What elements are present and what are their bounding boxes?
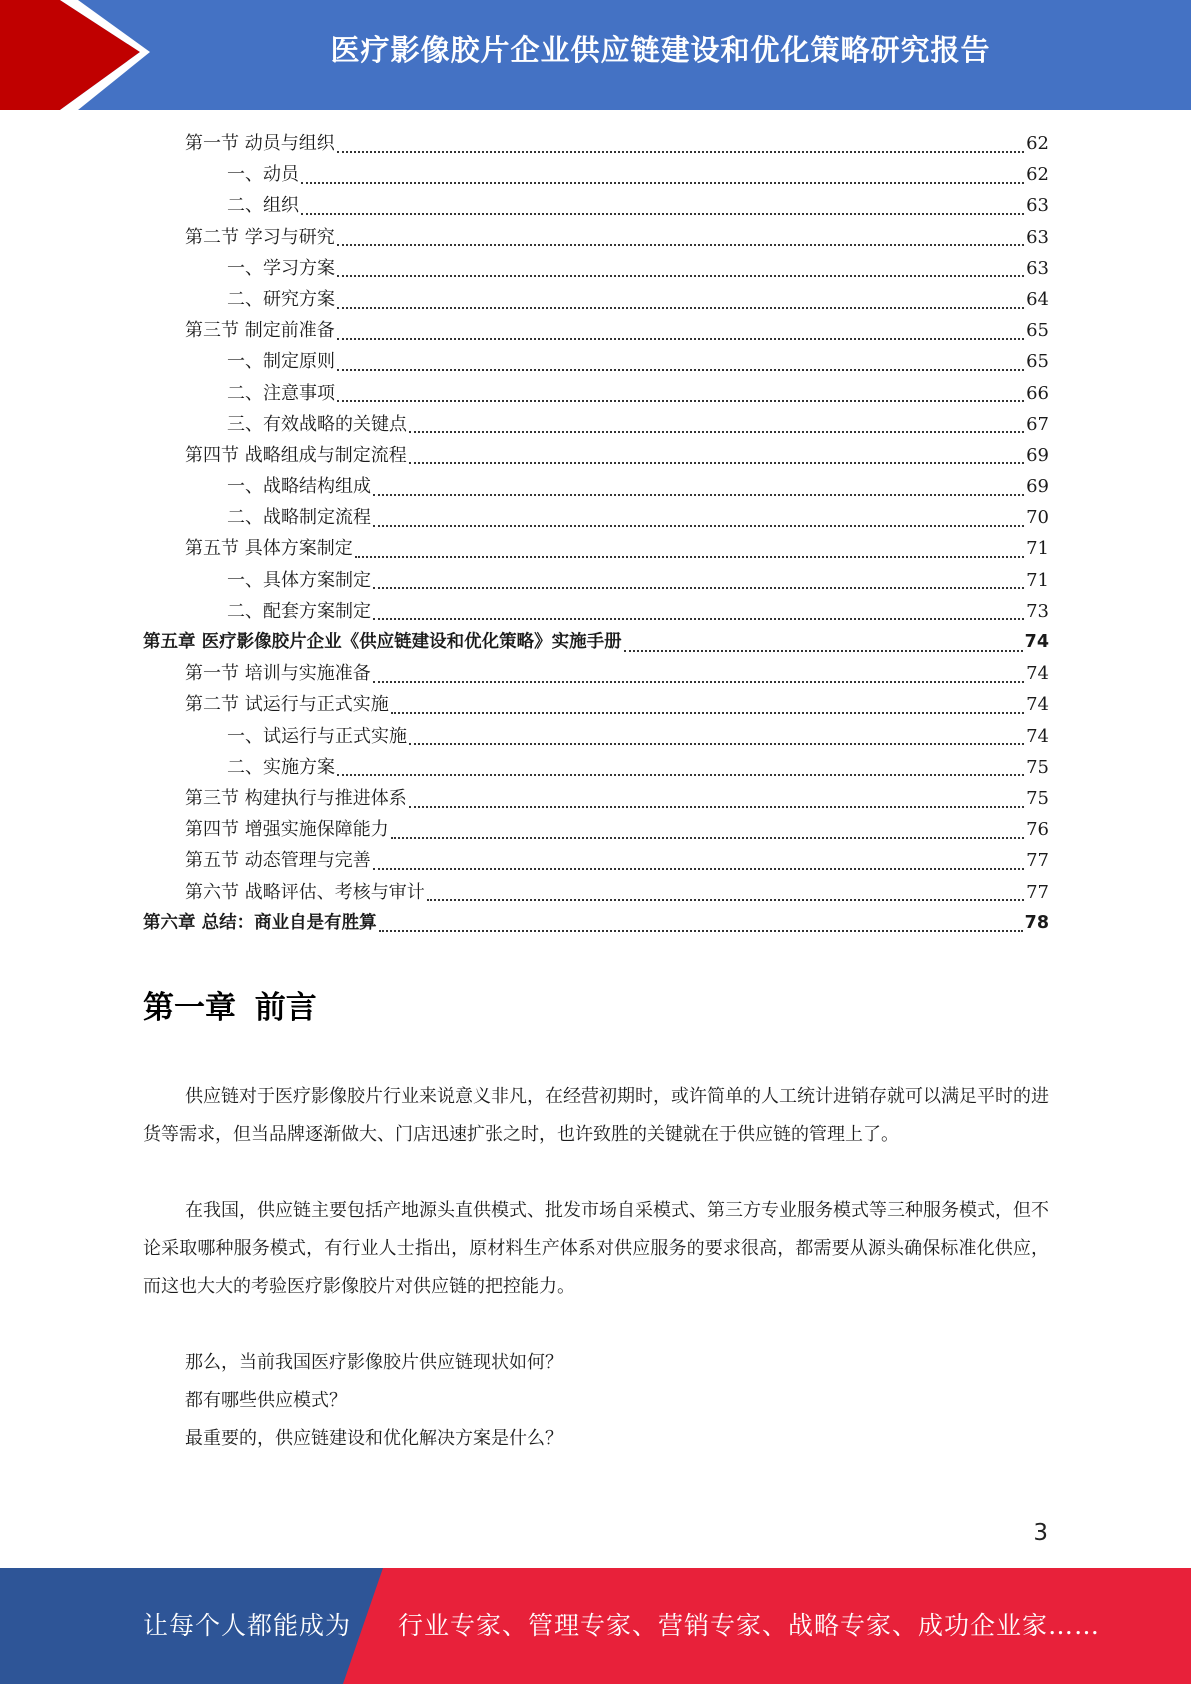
toc-entry-page: 62 xyxy=(1026,164,1049,186)
footer-slogan-left: 让每个人都能成为 xyxy=(143,1611,352,1640)
toc-entry[interactable] xyxy=(143,533,1049,564)
toc-entry[interactable] xyxy=(143,689,1049,720)
toc-entry-label: 第三节 制定前准备 xyxy=(185,320,335,342)
toc-entry[interactable] xyxy=(143,222,1049,253)
toc-entry-label: 第四节 增强实施保障能力 xyxy=(185,819,389,841)
paragraph: 供应链对于医疗影像胶片行业来说意义非凡，在经营初期时，或许简单的人工统计进销存就可以满足平时的进货等需求，但当品牌逐渐做大、门店迅速扩张之时，也许致胜的关键就在于供应链的管理上了。 xyxy=(143,1086,1049,1145)
toc-leader-dots xyxy=(337,151,1024,153)
toc-entry[interactable] xyxy=(143,877,1049,908)
toc-leader-dots xyxy=(624,650,1023,652)
toc-entry[interactable] xyxy=(143,128,1049,159)
toc-entry-label: 一、学习方案 xyxy=(227,257,335,279)
toc-entry[interactable] xyxy=(143,284,1049,315)
toc-entry-page: 78 xyxy=(1024,912,1049,933)
toc-leader-dots xyxy=(427,899,1024,901)
toc-leader-dots xyxy=(337,774,1024,776)
toc-leader-dots xyxy=(379,930,1023,932)
toc-leader-dots xyxy=(373,618,1024,620)
toc-entry[interactable] xyxy=(143,752,1049,783)
toc-entry[interactable] xyxy=(143,409,1049,440)
toc-entry-page: 74 xyxy=(1026,725,1049,747)
toc-leader-dots xyxy=(409,743,1024,745)
toc-leader-dots xyxy=(301,182,1024,184)
toc-entry-page: 75 xyxy=(1026,787,1049,809)
toc-entry-label: 二、战略制定流程 xyxy=(227,507,371,529)
toc-leader-dots xyxy=(409,806,1024,808)
toc-leader-dots xyxy=(373,868,1024,870)
toc-entry-label: 一、试运行与正式实施 xyxy=(227,725,407,747)
toc-entry-label: 一、具体方案制定 xyxy=(227,569,371,591)
toc-entry-label: 二、注意事项 xyxy=(227,382,335,404)
toc-entry-page: 63 xyxy=(1026,226,1049,248)
toc-leader-dots xyxy=(391,837,1024,839)
toc-entry-page: 69 xyxy=(1026,444,1049,466)
toc-entry-label: 第四节 战略组成与制定流程 xyxy=(185,444,407,466)
toc-entry-page: 63 xyxy=(1026,195,1049,217)
toc-leader-dots xyxy=(301,213,1024,215)
toc-leader-dots xyxy=(337,307,1024,309)
toc-entry-page: 74 xyxy=(1026,663,1049,685)
toc-entry-page: 71 xyxy=(1026,538,1049,560)
toc-entry-label: 一、战略结构组成 xyxy=(227,476,371,498)
toc-entry-label: 第二节 学习与研究 xyxy=(185,226,335,248)
paragraph: 在我国，供应链主要包括产地源头直供模式、批发市场自采模式、第三方专业服务模式等三种服务模式，但不论采取哪种服务模式，有行业人士指出，原材料生产体系对供应服务的要求很高，都需要从源头确保标准化供应，而这也大大的考验医疗影像胶片对供应链的把控能力。 xyxy=(143,1200,1049,1297)
toc-entry-page: 73 xyxy=(1026,600,1049,622)
toc-entry-label: 第五章 医疗影像胶片企业《供应链建设和优化策略》实施手册 xyxy=(143,632,622,652)
toc-entry-label: 一、动员 xyxy=(227,164,299,186)
toc-entry[interactable] xyxy=(143,814,1049,845)
chapter-body xyxy=(143,1078,1049,1458)
footer-slogan-right: 行业专家、管理专家、营销专家、战略专家、成功企业家…… xyxy=(398,1611,1101,1640)
toc-entry[interactable] xyxy=(143,253,1049,284)
toc-entry[interactable] xyxy=(143,315,1049,346)
toc-leader-dots xyxy=(337,275,1024,277)
toc-entry-page: 71 xyxy=(1026,569,1049,591)
toc-entry-label: 第二节 试运行与正式实施 xyxy=(185,694,389,716)
toc-leader-dots xyxy=(355,556,1024,558)
toc-leader-dots xyxy=(373,525,1024,527)
toc-leader-dots xyxy=(409,462,1024,464)
toc-entry[interactable] xyxy=(143,596,1049,627)
toc-entry-label: 一、制定原则 xyxy=(227,351,335,373)
toc-entry[interactable] xyxy=(143,159,1049,190)
toc-leader-dots xyxy=(337,244,1024,246)
report-header xyxy=(0,0,1191,110)
toc-entry-page: 75 xyxy=(1026,756,1049,778)
question-line: 最重要的，供应链建设和优化解决方案是什么？ xyxy=(185,1428,563,1449)
question-line: 都有哪些供应模式？ xyxy=(185,1390,347,1411)
page-number: 3 xyxy=(1033,1520,1048,1546)
toc-entry-label: 二、实施方案 xyxy=(227,756,335,778)
toc-leader-dots xyxy=(373,681,1024,683)
toc-entry-label: 第五节 具体方案制定 xyxy=(185,538,353,560)
report-title: 医疗影像胶片企业供应链建设和优化策略研究报告 xyxy=(330,33,991,67)
toc-entry[interactable] xyxy=(143,502,1049,533)
toc-entry-page: 64 xyxy=(1026,288,1049,310)
toc-entry-page: 77 xyxy=(1026,850,1049,872)
toc-entry-label: 第三节 构建执行与推进体系 xyxy=(185,787,407,809)
toc-entry-label: 三、有效战略的关键点 xyxy=(227,413,407,435)
toc-entry[interactable] xyxy=(143,346,1049,377)
toc-leader-dots xyxy=(373,587,1024,589)
toc-entry[interactable] xyxy=(143,721,1049,752)
toc-entry-page: 74 xyxy=(1026,694,1049,716)
toc-leader-dots xyxy=(337,400,1024,402)
toc-entry-page: 69 xyxy=(1026,476,1049,498)
toc-entry-page: 70 xyxy=(1026,507,1049,529)
toc-entry-label: 第一节 培训与实施准备 xyxy=(185,663,371,685)
toc-entry-label: 第六节 战略评估、考核与审计 xyxy=(185,881,425,903)
toc-leader-dots xyxy=(337,338,1024,340)
toc-entry-page: 66 xyxy=(1026,382,1049,404)
toc-entry[interactable] xyxy=(143,658,1049,689)
toc-entry[interactable] xyxy=(143,845,1049,876)
toc-entry-page: 63 xyxy=(1026,257,1049,279)
toc-leader-dots xyxy=(373,494,1024,496)
toc-entry[interactable] xyxy=(143,378,1049,409)
toc-entry[interactable] xyxy=(143,565,1049,596)
toc-entry[interactable] xyxy=(143,627,1049,658)
toc-entry-page: 67 xyxy=(1026,413,1049,435)
chapter-heading: 第一章 前言 xyxy=(143,990,317,1026)
toc-entry-page: 62 xyxy=(1026,133,1049,154)
toc-entry-page: 74 xyxy=(1024,632,1049,652)
question-line: 那么，当前我国医疗影像胶片供应链现状如何？ xyxy=(185,1352,563,1373)
toc-entry[interactable] xyxy=(143,783,1049,814)
toc-entry-page: 65 xyxy=(1026,320,1049,342)
toc-entry-page: 65 xyxy=(1026,351,1049,373)
footer-banner xyxy=(0,1568,1191,1684)
toc-leader-dots xyxy=(391,712,1024,714)
toc-entry[interactable] xyxy=(143,471,1049,502)
toc-entry-label: 二、配套方案制定 xyxy=(227,600,371,622)
toc-entry[interactable] xyxy=(143,440,1049,471)
toc-entry-label: 二、组织 xyxy=(227,195,299,217)
toc-entry-label: 第一节 动员与组织 xyxy=(185,133,335,154)
chevron-arrow-icon xyxy=(0,0,160,110)
toc-entry-label: 第六章 总结：商业自是有胜算 xyxy=(143,912,377,933)
toc-entry[interactable] xyxy=(143,908,1049,939)
toc-entry-page: 76 xyxy=(1026,819,1049,841)
toc-leader-dots xyxy=(337,369,1024,371)
toc-entry-label: 第五节 动态管理与完善 xyxy=(185,850,371,872)
toc-entry-label: 二、研究方案 xyxy=(227,288,335,310)
table-of-contents xyxy=(143,128,1049,939)
toc-entry-page: 77 xyxy=(1026,881,1049,903)
toc-entry[interactable] xyxy=(143,190,1049,221)
toc-leader-dots xyxy=(409,431,1024,433)
